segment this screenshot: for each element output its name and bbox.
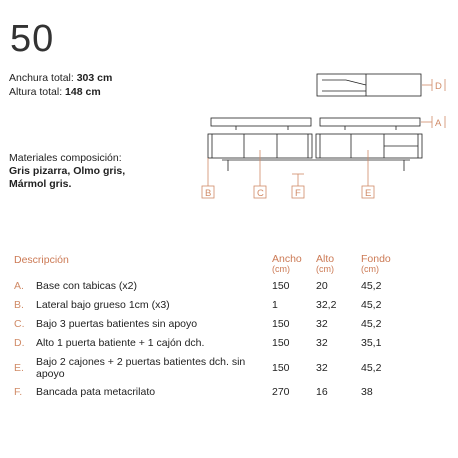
callout-leaders <box>202 150 374 198</box>
height-value: 148 cm <box>65 86 101 98</box>
front-view <box>208 118 422 171</box>
row-letter: B. <box>14 299 24 311</box>
row-fondo: 45,2 <box>361 362 382 374</box>
components-table <box>14 254 444 405</box>
callout-b-label: B <box>205 188 212 199</box>
table-row <box>14 299 444 318</box>
materials-line-2: Mármol gris. <box>9 178 72 190</box>
callout-e-label: E <box>365 188 372 199</box>
header-ancho <box>272 254 302 274</box>
row-ancho: 270 <box>272 386 290 398</box>
header-alto-label: Alto <box>316 253 335 265</box>
header-fondo-unit: (cm) <box>361 264 379 274</box>
row-fondo: 38 <box>361 386 373 398</box>
row-description: Lateral bajo grueso 1cm (x3) <box>36 299 170 311</box>
header-description: Descripción <box>14 254 69 266</box>
row-alto: 16 <box>316 386 328 398</box>
row-description: Base con tabicas (x2) <box>36 280 137 292</box>
row-description: Alto 1 puerta batiente + 1 cajón dch. <box>36 337 205 349</box>
row-alto: 32 <box>316 318 328 330</box>
table-row <box>14 337 444 356</box>
width-value: 303 cm <box>76 72 113 84</box>
header-ancho-unit: (cm) <box>272 264 290 274</box>
table-row <box>14 356 444 386</box>
row-letter: E. <box>14 362 24 374</box>
model-number: 50 <box>10 18 55 60</box>
materials-line-1: Gris pizarra, Olmo gris, <box>9 165 126 177</box>
header-alto-unit: (cm) <box>316 264 334 274</box>
header-ancho-label: Ancho <box>272 253 302 265</box>
table-row <box>14 280 444 299</box>
materials-label: Materiales composición: <box>9 152 122 164</box>
header-fondo-label: Fondo <box>361 253 391 265</box>
row-letter: A. <box>14 280 24 292</box>
row-ancho: 150 <box>272 318 290 330</box>
row-alto: 32 <box>316 337 328 349</box>
callout-a-label: A <box>435 118 442 129</box>
row-ancho: 150 <box>272 337 290 349</box>
row-fondo: 45,2 <box>361 318 382 330</box>
row-ancho: 1 <box>272 299 278 311</box>
top-view <box>317 74 421 96</box>
callout-a <box>421 116 445 128</box>
row-letter: C. <box>14 318 25 330</box>
row-ancho: 150 <box>272 362 290 374</box>
row-description: Bajo 3 puertas batientes sin apoyo <box>36 318 198 330</box>
row-alto: 32 <box>316 362 328 374</box>
row-fondo: 35,1 <box>361 337 382 349</box>
row-ancho: 150 <box>272 280 290 292</box>
height-label: Altura total: <box>9 86 63 98</box>
row-fondo: 45,2 <box>361 299 382 311</box>
width-label: Anchura total: <box>9 72 74 84</box>
table-header <box>14 254 444 280</box>
header-alto <box>316 254 334 274</box>
row-letter: F. <box>14 386 23 398</box>
callout-f-label: F <box>295 188 301 199</box>
row-letter: D. <box>14 337 25 349</box>
row-description: Bajo 2 cajones + 2 puertas batientes dch. sin apoyo <box>36 356 246 380</box>
callout-d-label: D <box>435 81 442 92</box>
header-fondo <box>361 254 391 274</box>
row-alto: 32,2 <box>316 299 337 311</box>
row-description: Bancada pata metacrilato <box>36 386 156 398</box>
callout-c-label: C <box>257 188 264 199</box>
table-row <box>14 318 444 337</box>
table-row <box>14 386 444 405</box>
row-fondo: 45,2 <box>361 280 382 292</box>
row-alto: 20 <box>316 280 328 292</box>
